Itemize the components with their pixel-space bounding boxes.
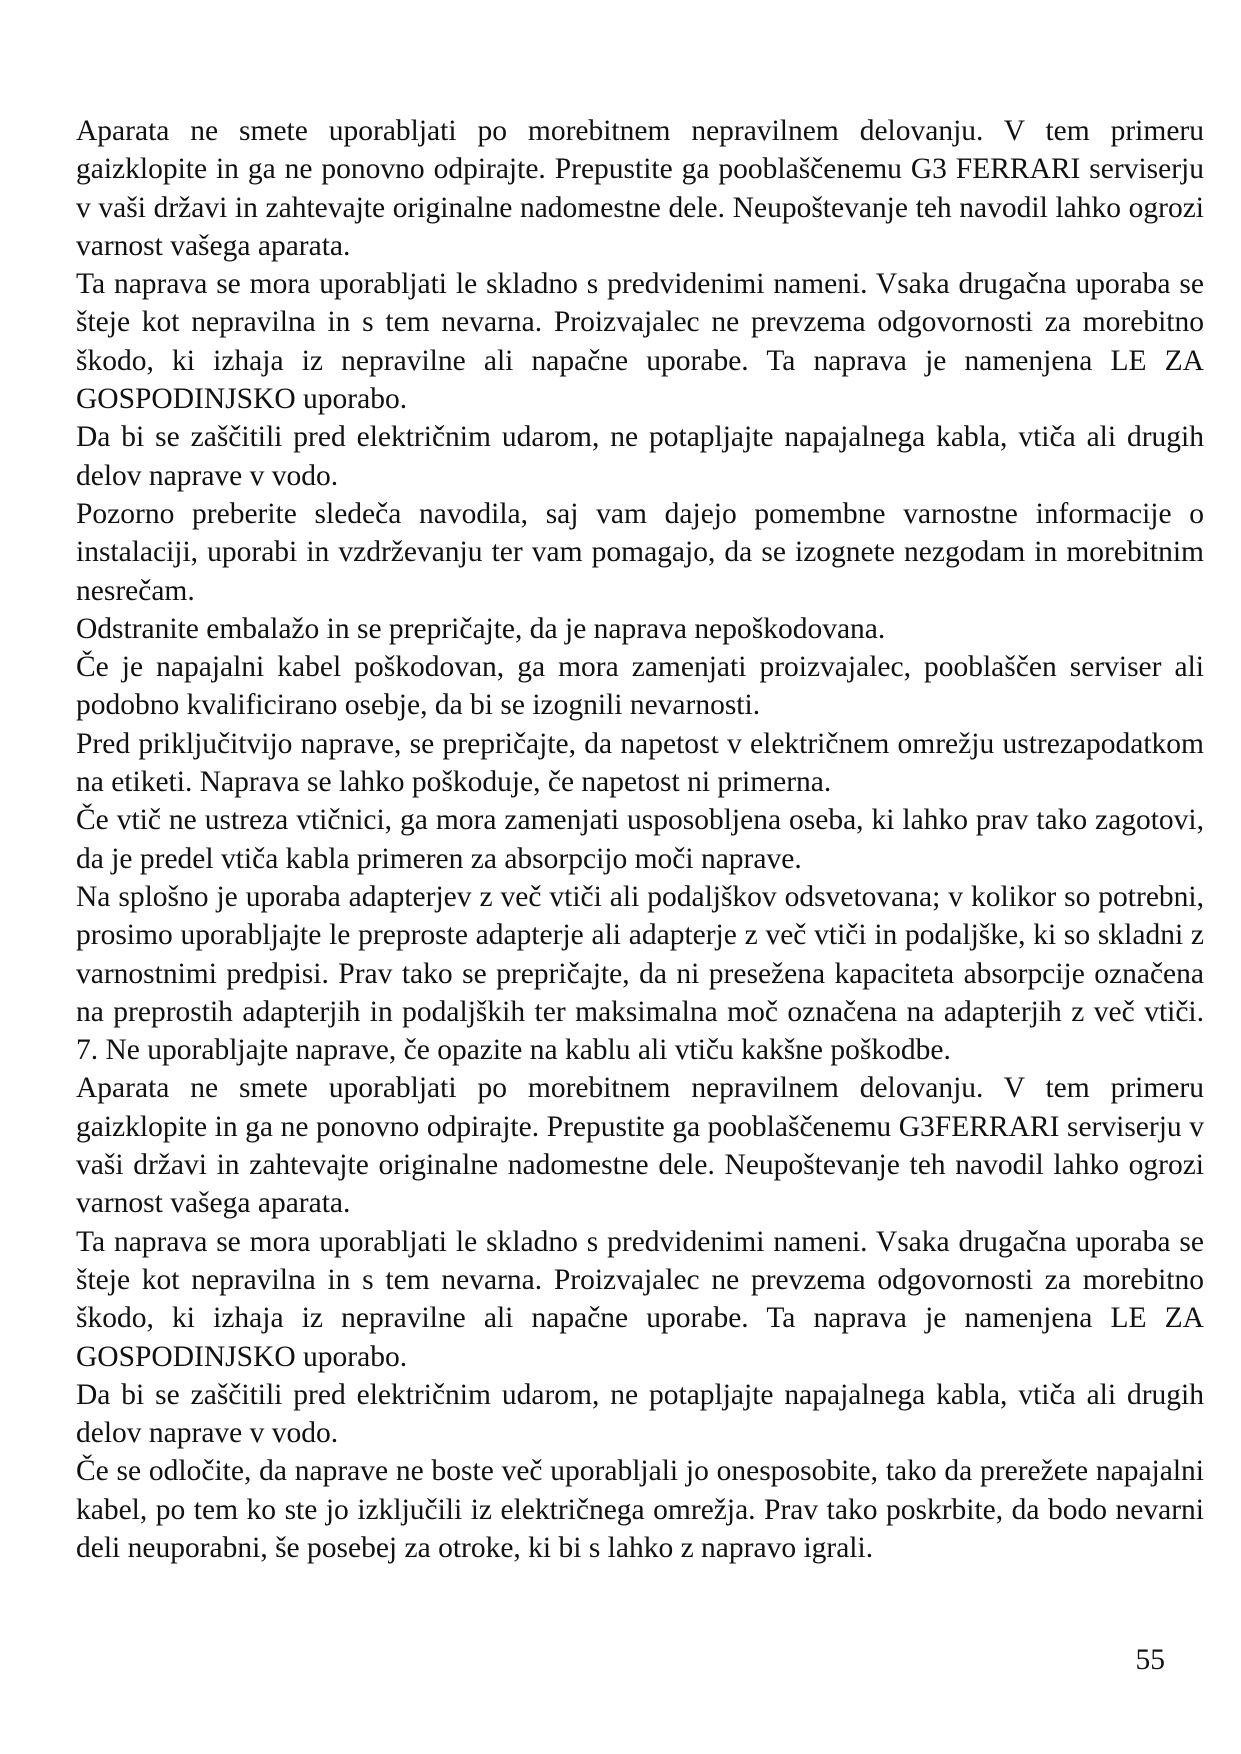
- paragraph-electric-shock-repeat: Da bi se zaščitili pred električnim udarom, ne potapljajte napajalnega kabla, vtiča ali drugih delov naprave v vodo.: [76, 1378, 1204, 1450]
- paragraph-read-instructions: Pozorno preberite sledeča navodila, saj vam dajejo pomembne varnostne informacije o instalaciji, uporabi in vzdrževanju ter vam pomagajo, da se izognete nezgodam in morebitnim nesrečam.: [76, 497, 1204, 607]
- body-text: [76, 112, 1204, 1567]
- paragraph-malfunction-warning: Aparata ne smete uporabljati po morebitnem nepravilnem delovanju. V tem primeru gaizklopite in ga ne ponovno odpirajte. Prepustite ga pooblaščenemu G3 FERRARI serviserju v vaši državi in zahtevajte originalne nadomestne dele. Neupoštevanje teh navodil lahko ogrozi varnost vašega aparata.: [76, 115, 1204, 262]
- paragraph-adapters: Na splošno je uporaba adapterjev z več vtiči ali podaljškov odsvetovana; v kolikor so potrebni, prosimo uporabljajte le preproste adapterje ali adapterje z več vtiči in podaljške, ki so skladni z varnostnimi predpisi. Prav tako se prepričajte, da ni presežena kapaciteta absorpcije označena na preprostih adapterjih in podaljških ter maksimalna moč označena na adapterjih z več vtiči. 7. Ne uporabljajte naprave, če opazite na kablu ali vtiču kakšne poškodbe.: [76, 880, 1204, 1067]
- page-number: 55: [1135, 1644, 1165, 1676]
- paragraph-electric-shock: Da bi se zaščitili pred električnim udarom, ne potapljajte napajalnega kabla, vtiča ali drugih delov naprave v vodo.: [76, 421, 1204, 492]
- paragraph-malfunction-warning-repeat: Aparata ne smete uporabljati po morebitnem nepravilnem delovanju. V tem primeru gaizklopite in ga ne ponovno odpirajte. Prepustite ga pooblaščenemu G3FERRARI serviserju v vaši državi in zahtevajte originalne nadomestne dele. Neupoštevanje teh navodil lahko ogrozi varnost vašega aparata.: [76, 1072, 1204, 1220]
- paragraph-intended-use: Ta naprava se mora uporabljati le skladno s predvidenimi nameni. Vsaka drugačna uporaba se šteje kot nepravilna in s tem nevarna. Proizvajalec ne prevzema odgovornosti za morebitno škodo, ki izhaja iz nepravilne ali napačne uporabe. Ta naprava je namenjena LE ZA GOSPODINJSKO uporabo.: [76, 268, 1204, 416]
- paragraph-damaged-cable: Če je napajalni kabel poškodovan, ga mora zamenjati proizvajalec, pooblaščen serviser ali podobno kvalificirano osebje, da bi se izognili nevarnosti.: [76, 651, 1204, 722]
- paragraph-disposal: Če se odločite, da naprave ne boste več uporabljali jo onesposobite, tako da prerežete napajalni kabel, po tem ko ste jo izključili iz električnega omrežja. Prav tako poskrbite, da bodo nevarni deli neuporabni, še posebej za otroke, ki bi s lahko z napravo igrali.: [76, 1455, 1204, 1564]
- paragraph-voltage-check: Pred priključitvijo naprave, se prepričajte, da napetost v električnem omrežju ustrezapodatkom na etiketi. Naprava se lahko poškoduje, če napetost ni primerna.: [76, 727, 1204, 799]
- paragraph-remove-packaging: Odstranite embalažo in se prepričajte, da je naprava nepoškodovana.: [76, 612, 886, 645]
- paragraph-plug-replacement: Če vtič ne ustreza vtičnici, ga mora zamenjati usposobljena oseba, ki lahko prav tako zagotovi, da je predel vtiča kabla primeren za absorpcijo moči naprave.: [76, 804, 1204, 875]
- paragraph-intended-use-repeat: Ta naprava se mora uporabljati le skladno s predvidenimi nameni. Vsaka drugačna uporaba se šteje kot nepravilna in s tem nevarna. Proizvajalec ne prevzema odgovornosti za morebitno škodo, ki izhaja iz nepravilne ali napačne uporabe. Ta naprava je namenjena LE ZA GOSPODINJSKO uporabo.: [76, 1225, 1204, 1373]
